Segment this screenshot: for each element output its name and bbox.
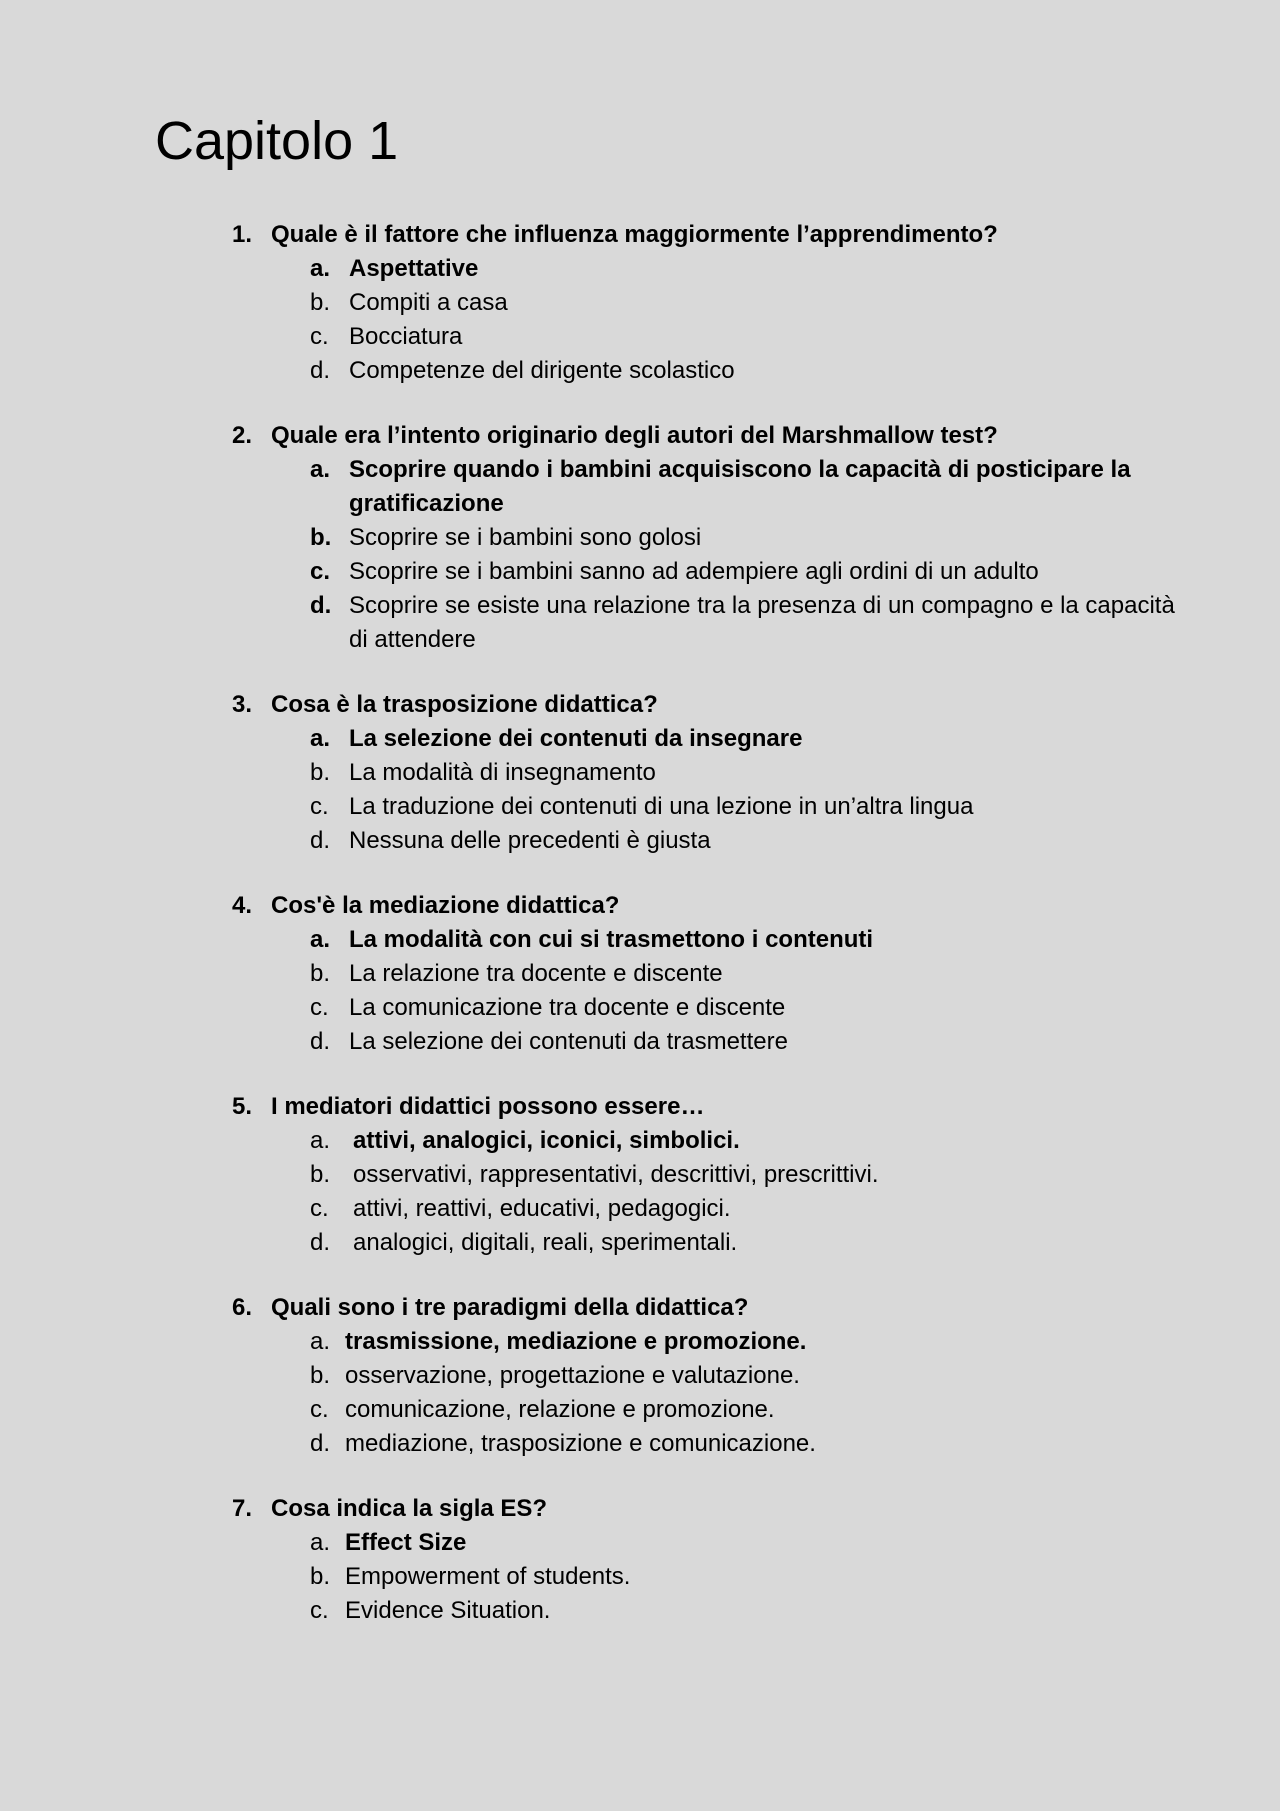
answer-letter: a. [310, 1328, 331, 1355]
answer-text: La modalità di insegnamento [349, 759, 656, 786]
answer [271, 1226, 1179, 1260]
answer-text: La modalità con cui si trasmettono i contenuti [349, 926, 874, 953]
answer-letter: a. [310, 926, 331, 953]
answer-letter: d. [310, 592, 332, 619]
answer [271, 790, 1179, 824]
question-4 [0, 889, 1280, 1059]
answer-letter: b. [310, 960, 331, 987]
answer [271, 1393, 1179, 1427]
answer [271, 957, 1179, 991]
answer [271, 1025, 1179, 1059]
answer-letter: d. [310, 1028, 331, 1055]
answer-text: La relazione tra docente e discente [349, 960, 723, 987]
answer-letter: b. [310, 1362, 331, 1389]
answer-text: attivi, analogici, iconici, simbolici. [353, 1127, 740, 1154]
answer-text: analogici, digitali, reali, sperimentali. [353, 1229, 738, 1256]
answer-text: Competenze del dirigente scolastico [349, 357, 735, 384]
answer-letter: d. [310, 357, 331, 384]
answer-list [271, 923, 1280, 1059]
question-text: I mediatori didattici possono essere… [271, 1093, 705, 1120]
answer-text: Evidence Situation. [345, 1597, 551, 1624]
answer-letter: c. [310, 1396, 329, 1423]
answer-letter: b. [310, 1161, 331, 1188]
answer-text: attivi, reattivi, educativi, pedagogici. [353, 1195, 731, 1222]
answer-text: comunicazione, relazione e promozione. [345, 1396, 775, 1423]
answer-correct [271, 1526, 1179, 1560]
answer-letter: a. [310, 1127, 331, 1154]
answer [271, 824, 1179, 858]
answer-letter: c. [310, 994, 329, 1021]
answer-text: La selezione dei contenuti da insegnare [349, 725, 803, 752]
answer-letter: b. [310, 759, 331, 786]
question-2 [0, 419, 1280, 657]
answer-letter: a. [310, 255, 331, 282]
question-3 [0, 688, 1280, 858]
question-7 [0, 1492, 1280, 1628]
answer-letter: b. [310, 524, 332, 551]
question-text: Cos'è la mediazione didattica? [271, 892, 620, 919]
answer-correct [271, 252, 1179, 286]
answer-correct [271, 1325, 1179, 1359]
answer-list [271, 252, 1280, 388]
answer-text: Scoprire quando i bambini acquisiscono la capacità di posticipare la gratificazione [349, 456, 1131, 517]
answer-correct [271, 923, 1179, 957]
answer-text: La selezione dei contenuti da trasmettere [349, 1028, 788, 1055]
answer [271, 320, 1179, 354]
answer-correct [271, 1124, 1179, 1158]
question-number: 3. [232, 691, 253, 718]
page-title: Capitolo 1 [155, 111, 399, 171]
question-number: 1. [232, 221, 253, 248]
answer [271, 521, 1179, 555]
answer-text: mediazione, trasposizione e comunicazione. [345, 1430, 816, 1457]
answer-text: Scoprire se i bambini sono golosi [349, 524, 702, 551]
answer [271, 589, 1179, 657]
answer-text: La traduzione dei contenuti di una lezione in un’altra lingua [349, 793, 974, 820]
question-text: Quale era l’intento originario degli autori del Marshmallow test? [271, 422, 998, 449]
answer-text: Nessuna delle precedenti è giusta [349, 827, 711, 854]
answer-text: Effect Size [345, 1529, 467, 1556]
answer-letter: c. [310, 1195, 329, 1222]
answer [271, 1192, 1179, 1226]
question-number: 7. [232, 1495, 253, 1522]
answer-text: Scoprire se esiste una relazione tra la presenza di un compagno e la capacità di attendere [349, 592, 1175, 653]
question-1 [0, 218, 1280, 388]
answer-text: Scoprire se i bambini sanno ad adempiere agli ordini di un adulto [349, 558, 1039, 585]
answer-letter: d. [310, 1430, 331, 1457]
question-list [0, 218, 1280, 1659]
answer [271, 1158, 1179, 1192]
answer-list [271, 1325, 1280, 1461]
question-number: 4. [232, 892, 253, 919]
answer-list [271, 453, 1280, 657]
answer-letter: c. [310, 558, 331, 585]
answer-letter: a. [310, 725, 331, 752]
question-text: Quale è il fattore che influenza maggiormente l’apprendimento? [271, 221, 998, 248]
answer-letter: d. [310, 827, 331, 854]
answer-correct [271, 453, 1179, 521]
question-5 [0, 1090, 1280, 1260]
answer [271, 1560, 1179, 1594]
answer-list [271, 722, 1280, 858]
answer-text: Aspettative [349, 255, 479, 282]
answer [271, 286, 1179, 320]
answer-letter: c. [310, 323, 329, 350]
answer-text: La comunicazione tra docente e discente [349, 994, 786, 1021]
answer [271, 555, 1179, 589]
answer [271, 1427, 1179, 1461]
answer-letter: a. [310, 456, 331, 483]
answer-correct [271, 722, 1179, 756]
question-number: 2. [232, 422, 253, 449]
question-text: Quali sono i tre paradigmi della didattica? [271, 1294, 749, 1321]
answer-text: osservazione, progettazione e valutazione. [345, 1362, 800, 1389]
answer-letter: b. [310, 289, 331, 316]
answer-letter: b. [310, 1563, 331, 1590]
answer [271, 1359, 1179, 1393]
answer [271, 756, 1179, 790]
answer-letter: d. [310, 1229, 331, 1256]
answer [271, 354, 1179, 388]
question-6 [0, 1291, 1280, 1461]
answer-list [271, 1526, 1280, 1628]
question-number: 5. [232, 1093, 253, 1120]
answer-text: Empowerment of students. [345, 1563, 631, 1590]
question-text: Cosa indica la sigla ES? [271, 1495, 548, 1522]
answer-text: osservativi, rappresentativi, descrittivi, prescrittivi. [353, 1161, 879, 1188]
answer-text: Bocciatura [349, 323, 463, 350]
answer-text: Compiti a casa [349, 289, 508, 316]
answer-letter: c. [310, 1597, 329, 1624]
question-text: Cosa è la trasposizione didattica? [271, 691, 658, 718]
answer-letter: a. [310, 1529, 331, 1556]
answer [271, 991, 1179, 1025]
answer-list [271, 1124, 1280, 1260]
answer [271, 1594, 1179, 1628]
answer-letter: c. [310, 793, 329, 820]
question-number: 6. [232, 1294, 253, 1321]
answer-text: trasmissione, mediazione e promozione. [345, 1328, 807, 1355]
